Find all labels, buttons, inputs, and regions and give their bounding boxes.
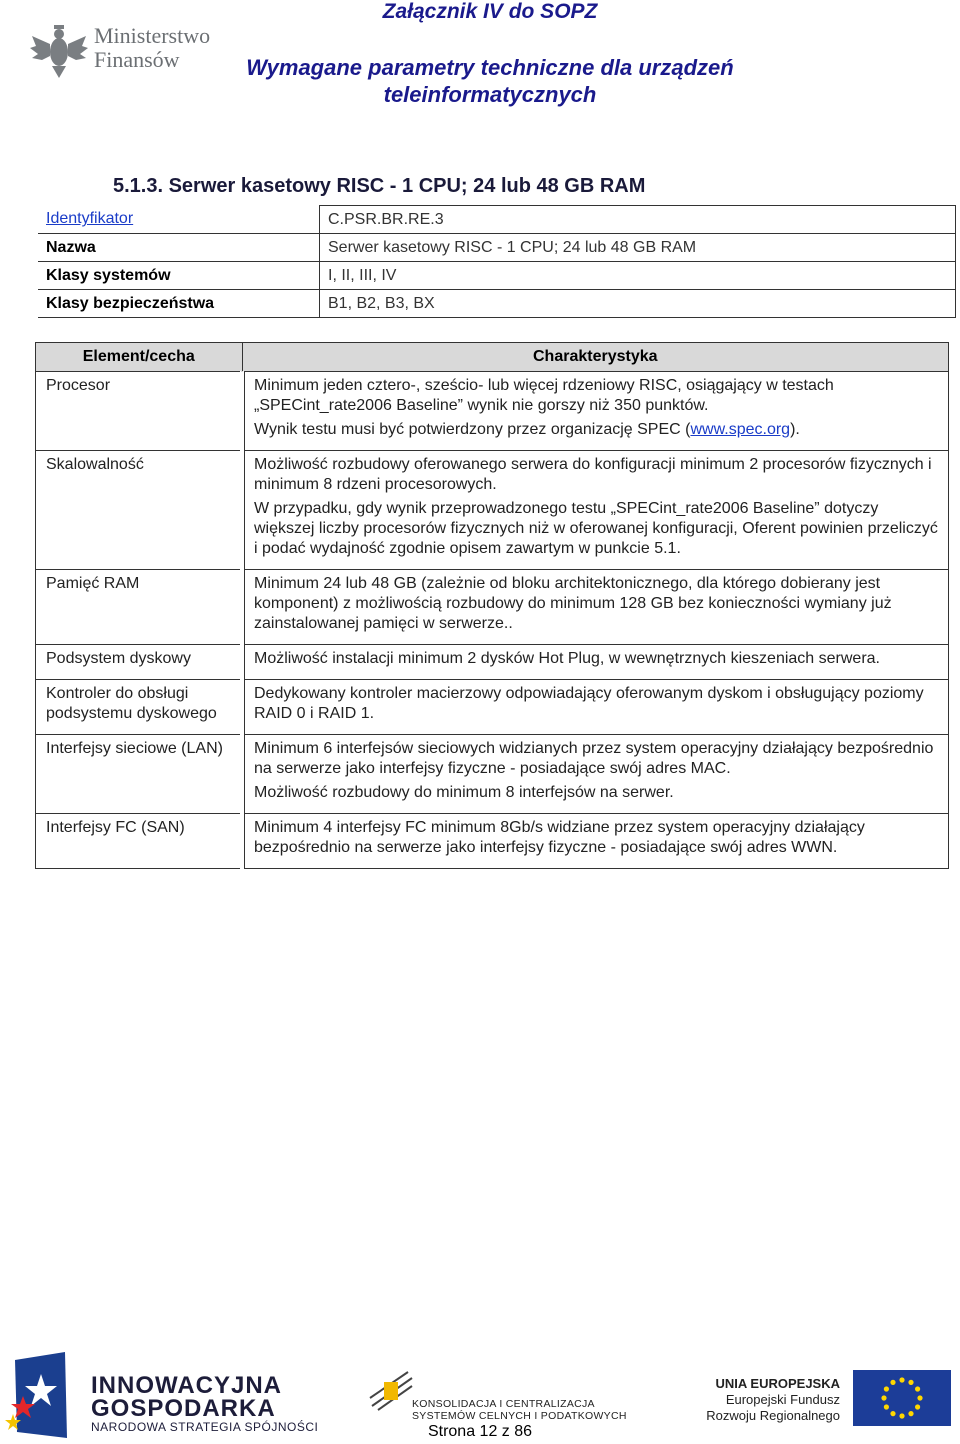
characteristic-cell	[242, 570, 949, 645]
column-header-characteristic: Charakterystyka	[242, 343, 949, 372]
characteristic-cell	[242, 735, 949, 814]
eu-star-icon	[884, 1404, 889, 1409]
characteristic-text: Dedykowany kontroler macierzowy odpowiadający oferowanym dyskom i obsługujący poziomy RAID 0 i RAID 1.	[254, 685, 924, 722]
characteristic-cell	[242, 451, 949, 570]
characteristic-cell	[242, 645, 949, 680]
characteristic-text: Wynik testu musi być potwierdzony przez organizację SPEC (www.spec.org).	[254, 421, 800, 438]
characteristic-text: Możliwość rozbudowy oferowanego serwera do konfiguracji minimum 2 procesorów fizycznych i minimum 8 rdzeni procesorowych.	[254, 456, 932, 493]
identifier-value: C.PSR.BR.RE.3	[320, 206, 956, 234]
element-cell: Podsystem dyskowy	[36, 645, 243, 680]
characteristic-cell	[242, 680, 949, 735]
spec-org-link[interactable]: www.spec.org	[690, 421, 791, 438]
characteristic-text: Minimum 4 interfejsy FC minimum 8Gb/s widziane przez system operacyjny działający bezpośrednio na serwerze jako interfejsy fizyczne - posiadające swój adres WWN.	[254, 819, 865, 856]
table-row	[36, 570, 949, 645]
characteristic-text: Minimum 24 lub 48 GB (zależnie od bloku architektonicznego, dla którego dobierany jest komponent) z możliwością rozbudowy do minimum 128 GB bez konieczności wymiany już zainstalowanej pamięci w serwerze..	[254, 575, 892, 632]
kscp-logo	[360, 1368, 650, 1428]
eu-star-icon	[890, 1380, 895, 1385]
characteristic-text: Możliwość rozbudowy do minimum 8 interfejsów na serwer.	[254, 784, 674, 801]
identification-table	[38, 205, 956, 318]
identifier-label[interactable]: Identyfikator	[38, 206, 320, 234]
table-row	[36, 451, 949, 570]
specification-table	[35, 342, 949, 869]
eu-text: UNIA EUROPEJSKA Europejski Fundusz Rozwoju Regionalnego	[706, 1376, 840, 1423]
table-row	[38, 206, 956, 234]
table-row	[38, 234, 956, 262]
ministry-name: Ministerstwo Finansów	[94, 23, 211, 72]
kscp-text: KONSOLIDACJA I CENTRALIZACJA SYSTEMÓW CELNYCH I PODATKOWYCH	[412, 1398, 627, 1422]
eu-star-icon	[890, 1411, 895, 1416]
ig-wordmark: INNOWACYJNA GOSPODARKA	[91, 1372, 283, 1422]
characteristic-cell	[242, 814, 949, 869]
system-classes-value: I, II, III, IV	[320, 262, 956, 290]
document-title-line1: Wymagane parametry techniczne dla urządzeń	[246, 55, 734, 80]
table-row	[38, 262, 956, 290]
ig-subtitle: NARODOWA STRATEGIA SPÓJNOŚCI	[91, 1420, 319, 1434]
name-value: Serwer kasetowy RISC - 1 CPU; 24 lub 48 GB RAM	[320, 234, 956, 262]
column-header-element: Element/cecha	[36, 343, 243, 372]
table-row	[36, 814, 949, 869]
eu-star-icon	[917, 1395, 922, 1400]
system-classes-label: Klasy systemów	[38, 262, 320, 290]
eu-star-icon	[899, 1413, 904, 1418]
element-cell: Pamięć RAM	[36, 570, 243, 645]
kscp-mark-icon	[368, 1368, 414, 1412]
element-cell: Skalowalność	[36, 451, 243, 570]
eu-star-icon	[884, 1386, 889, 1391]
table-row	[36, 372, 949, 451]
eu-star-icon	[899, 1377, 904, 1382]
characteristic-text: Minimum 6 interfejsów sieciowych widzianych przez system operacyjny działający bezpośrednio na serwerze jako interfejsy fizyczne - posiadające swój adres MAC.	[254, 740, 934, 777]
characteristic-text: W przypadku, gdy wynik przeprowadzonego testu „SPECint_rate2006 Baseline” dotyczy większej liczby procesorów fizycznych niż w oferowanej konfiguracji, Oferent powinien przeliczyć i podać wydajność zgodnie opisem zawartym w punkcie 5.1.	[254, 500, 938, 557]
table-row	[36, 645, 949, 680]
security-classes-label: Klasy bezpieczeństwa	[38, 290, 320, 318]
section-heading: 5.1.3. Serwer kasetowy RISC - 1 CPU; 24 lub 48 GB RAM	[113, 175, 646, 197]
name-label: Nazwa	[38, 234, 320, 262]
element-cell: Interfejsy FC (SAN)	[36, 814, 243, 869]
element-cell: Procesor	[36, 372, 243, 451]
table-row	[36, 680, 949, 735]
characteristic-text: Możliwość instalacji minimum 2 dysków Hot Plug, w wewnętrznych kieszeniach serwera.	[254, 650, 880, 667]
eu-star-icon	[908, 1411, 913, 1416]
characteristic-text: Minimum jeden cztero-, sześcio- lub więcej rdzeniowy RISC, osiągający w testach „SPECint_rate2006 Baseline” wynik nie gorszy niż 350 punktów.	[254, 377, 834, 414]
eu-star-icon	[908, 1380, 913, 1385]
eagle-emblem-icon	[28, 22, 90, 80]
element-cell: Interfejsy sieciowe (LAN)	[36, 735, 243, 814]
table-header-row	[36, 343, 949, 372]
eu-star-icon	[915, 1386, 920, 1391]
table-row	[38, 290, 956, 318]
security-classes-value: B1, B2, B3, BX	[320, 290, 956, 318]
eu-star-icon	[915, 1404, 920, 1409]
element-cell: Kontroler do obsługi podsystemu dyskowego	[36, 680, 243, 735]
page-number: Strona 12 z 86	[427, 1423, 533, 1440]
eu-logo	[680, 1368, 955, 1428]
eu-flag-icon	[853, 1370, 951, 1426]
table-row	[36, 735, 949, 814]
document-title-line2: teleinformatycznych	[383, 82, 597, 107]
eu-star-icon	[881, 1395, 886, 1400]
characteristic-cell	[242, 372, 949, 451]
annex-title: Załącznik IV do SOPZ	[382, 0, 598, 23]
